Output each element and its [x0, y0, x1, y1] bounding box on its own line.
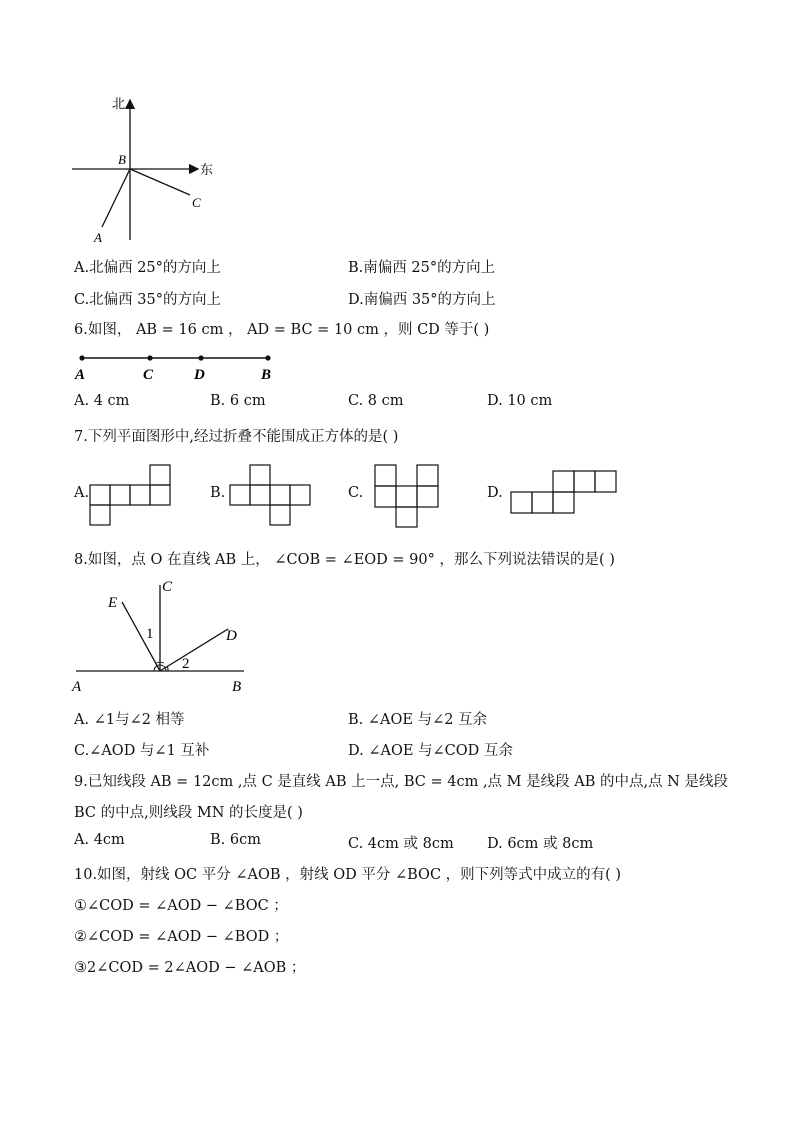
label-A: A: [72, 679, 82, 695]
q5-direction-figure: [60, 92, 230, 252]
q5-option-d[interactable]: D.南偏西 35°的方向上: [348, 292, 496, 308]
label-B: B: [118, 152, 126, 167]
q8-option-d[interactable]: D. ∠AOE 与∠COD 互余: [348, 743, 513, 759]
q7-option-a-label[interactable]: A.: [74, 485, 90, 501]
label-C: C: [162, 579, 173, 595]
q7-net-d: [510, 470, 618, 516]
label-east: 东: [200, 162, 214, 177]
q8-stem: 8.如图，点 O 在直线 AB 上， ∠COB = ∠EOD = 90° ，那么下列说法错误的是( ): [74, 552, 615, 568]
label-D: D: [226, 628, 237, 644]
q7-option-c-label[interactable]: C.: [348, 485, 364, 501]
point-A: [79, 355, 84, 360]
q7-net-c: [374, 464, 440, 528]
label-A: A: [94, 230, 102, 245]
q8-option-b[interactable]: B. ∠AOE 与∠2 互余: [348, 712, 488, 728]
ray-OD: [160, 629, 228, 671]
label-C: C: [192, 195, 201, 210]
label-D: D: [194, 367, 205, 383]
q8-option-c[interactable]: C.∠AOD 与∠1 互补: [74, 743, 210, 759]
label-B: B: [261, 367, 272, 383]
label-2: 2: [182, 656, 190, 672]
q6-option-b[interactable]: B. 6 cm: [210, 393, 266, 409]
q9-stem-line2: BC 的中点,则线段 MN 的长度是( ): [74, 805, 303, 821]
label-C: C: [143, 367, 154, 383]
label-B: B: [232, 679, 242, 695]
ray-BC: [130, 169, 190, 195]
q7-net-a: [90, 464, 172, 526]
label-north: 北: [112, 96, 126, 111]
q7-stem: 7.下列平面图形中,经过折叠不能围成正方体的是( ): [74, 429, 399, 445]
label-1: 1: [146, 626, 154, 642]
q6-option-d[interactable]: D. 10 cm: [487, 393, 553, 409]
ray-BA: [102, 169, 130, 227]
point-C: [147, 355, 152, 360]
q8-option-a[interactable]: A. ∠1与∠2 相等: [74, 712, 185, 728]
q10-item-1: ①∠COD = ∠AOD − ∠BOC ；: [74, 898, 288, 914]
q6-option-a[interactable]: A. 4 cm: [74, 393, 130, 409]
ray-OE: [122, 602, 160, 671]
q8-angle-figure: [70, 578, 260, 698]
q9-option-a[interactable]: A. 4cm: [74, 832, 125, 848]
q7-option-d-label[interactable]: D.: [487, 485, 503, 501]
q7-option-b-label[interactable]: B.: [210, 485, 226, 501]
q9-stem-line1: 9.已知线段 AB = 12cm ,点 C 是直线 AB 上一点, BC = 4cm ,点 M 是线段 AB 的中点,点 N 是线段: [74, 774, 728, 790]
point-B: [265, 355, 270, 360]
q9-option-c[interactable]: C. 4cm 或 8cm: [348, 836, 454, 852]
point-D: [198, 355, 203, 360]
label-E: E: [108, 595, 118, 611]
q10-item-2: ②∠COD = ∠AOD − ∠BOD ；: [74, 929, 289, 945]
q5-option-b[interactable]: B.南偏西 25°的方向上: [348, 260, 496, 276]
q6-stem: 6.如图， AB = 16 cm ， AD = BC = 10 cm ，则 CD 等于( ): [74, 322, 490, 338]
q10-item-3: ③2∠COD = 2∠AOD − ∠AOB ；: [74, 960, 306, 976]
q10-stem: 10.如图，射线 OC 平分 ∠AOB ，射线 OD 平分 ∠BOC ，则下列等式中成立的有( ): [74, 867, 622, 883]
label-A: A: [75, 367, 86, 383]
q9-option-b[interactable]: B. 6cm: [210, 832, 261, 848]
q5-option-c[interactable]: C.北偏西 35°的方向上: [74, 292, 221, 308]
q9-option-d[interactable]: D. 6cm 或 8cm: [487, 836, 594, 852]
q5-option-a[interactable]: A.北偏西 25°的方向上: [74, 260, 221, 276]
q6-option-c[interactable]: C. 8 cm: [348, 393, 404, 409]
q7-net-b: [230, 464, 312, 526]
q6-segment-figure: [70, 350, 290, 384]
